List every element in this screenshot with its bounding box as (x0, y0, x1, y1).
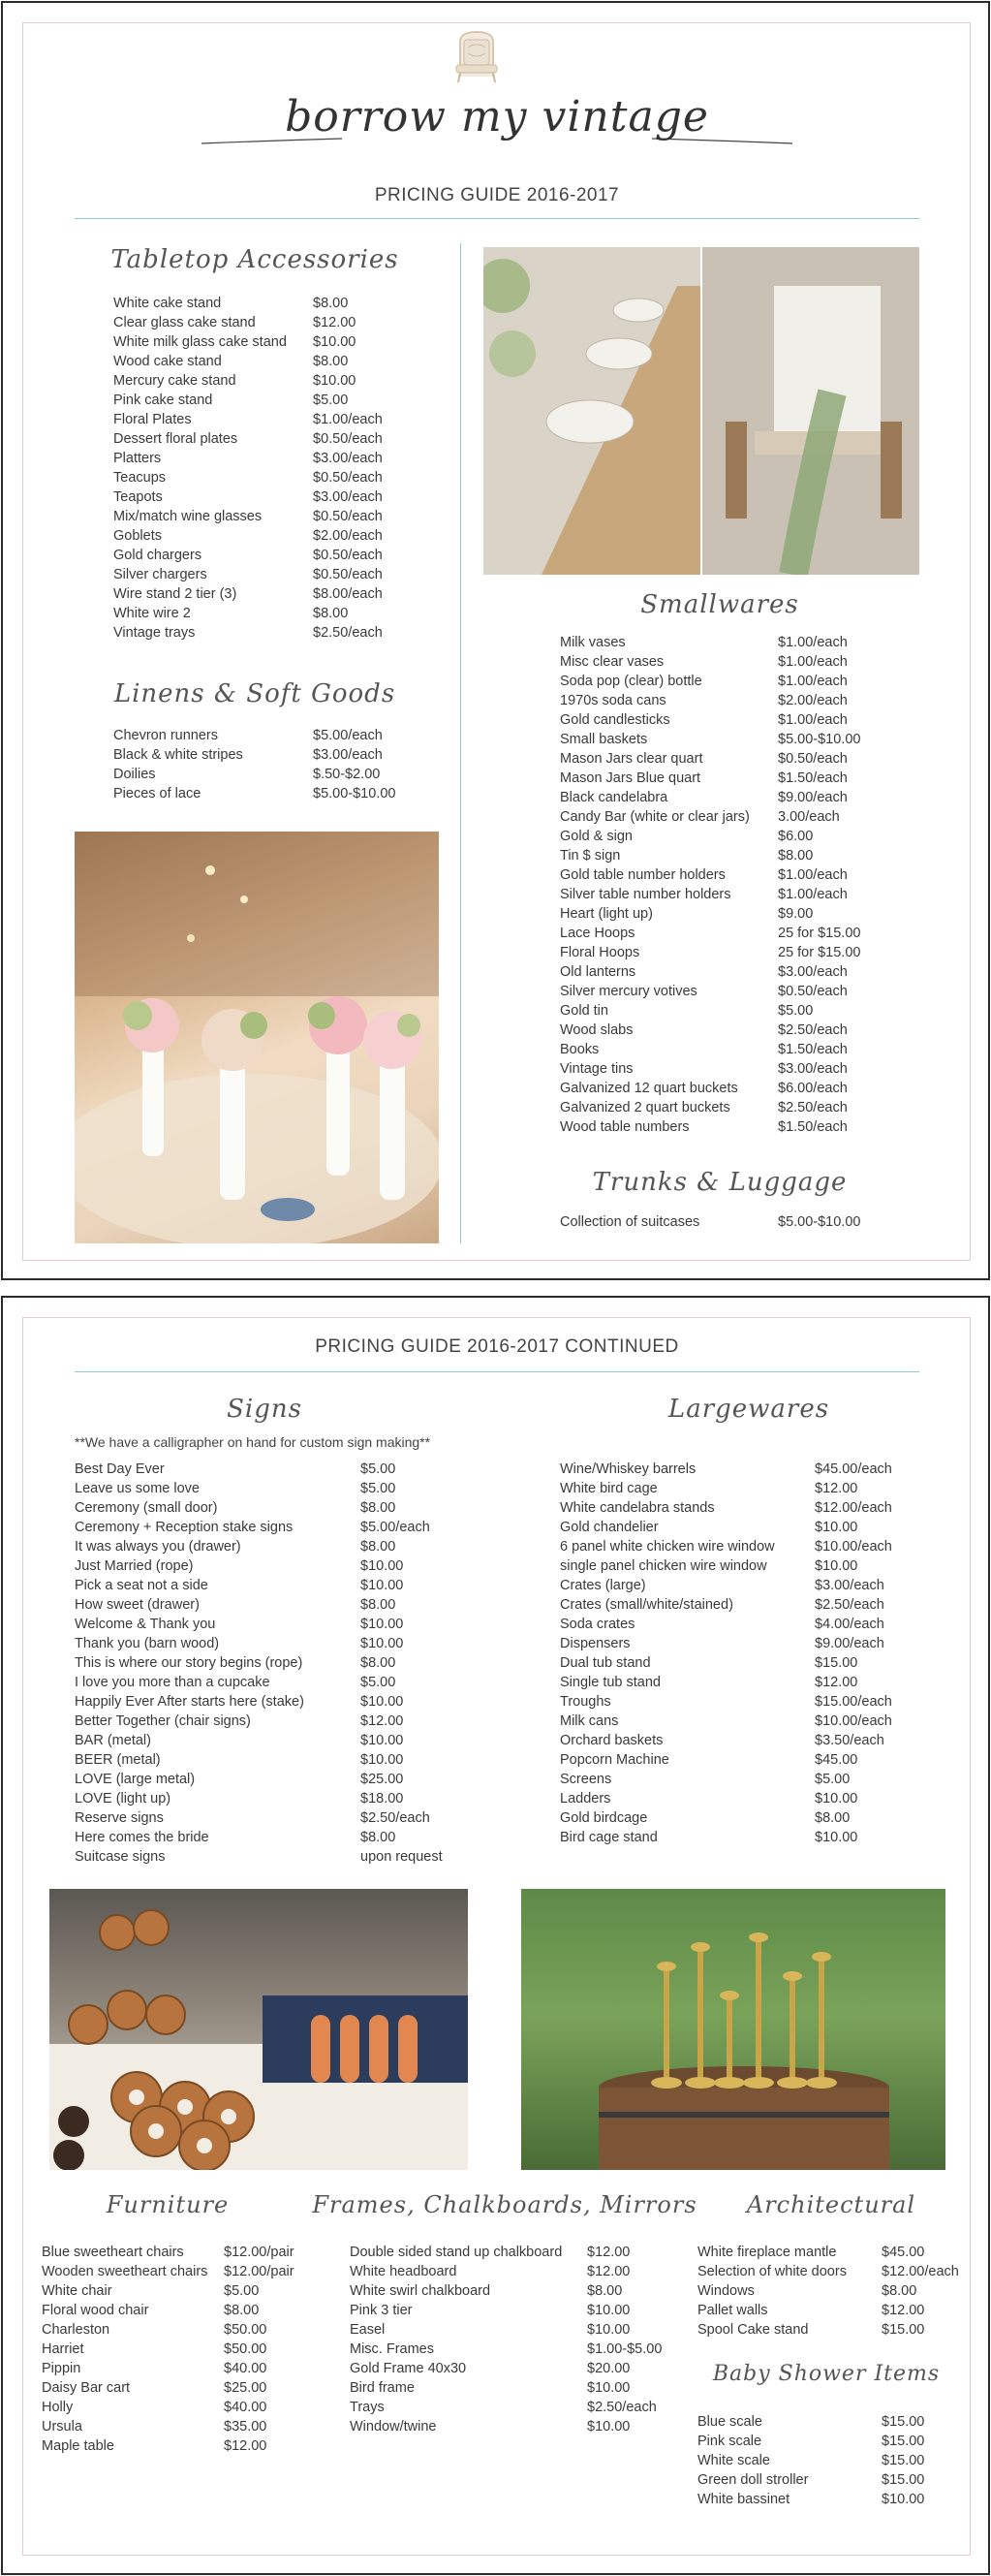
list-item: Silver chargers $0.50/each (113, 567, 383, 582)
list-item: Vintage tins $3.00/each (560, 1061, 848, 1077)
list-item: Pieces of lace $5.00-$10.00 (113, 786, 396, 801)
list-item: I love you more than a cupcake $5.00 (75, 1675, 396, 1690)
list-item: Selection of white doors $12.00/each (697, 2264, 959, 2279)
signs-heading: Signs (227, 1395, 302, 1424)
list-item: Tin $ sign $8.00 (560, 848, 814, 864)
list-item: Double sided stand up chalkboard $12.00 (350, 2245, 631, 2260)
architectural-list (697, 2243, 969, 2340)
list-item: Best Day Ever $5.00 (75, 1461, 396, 1477)
page-2-header-divider (75, 1371, 919, 1372)
list-item: Wooden sweetheart chairs $12.00/pair (42, 2264, 294, 2279)
list-item: Suitcase signs upon request (75, 1849, 443, 1865)
list-item: Chevron runners $5.00/each (113, 728, 383, 743)
list-item: Wood slabs $2.50/each (560, 1022, 848, 1038)
largewares-list (560, 1460, 947, 1847)
trunks-list (560, 1212, 909, 1232)
list-item: This is where our story begins (rope) $8.00 (75, 1655, 396, 1671)
list-item: Thank you (barn wood) $10.00 (75, 1636, 404, 1651)
list-item: Reserve signs $2.50/each (75, 1810, 430, 1826)
trunks-heading: Trunks & Luggage (592, 1168, 848, 1197)
list-item: Popcorn Machine $45.00 (560, 1752, 858, 1768)
largewares-heading: Largewares (667, 1395, 830, 1424)
list-item: Vintage trays $2.50/each (113, 625, 383, 641)
list-item: Wine/Whiskey barrels $45.00/each (560, 1461, 892, 1477)
list-item: BAR (metal) $10.00 (75, 1733, 404, 1748)
list-item: Gold table number holders $1.00/each (560, 867, 848, 883)
list-item: Pink 3 tier $10.00 (350, 2303, 631, 2318)
list-item: Milk cans $10.00/each (560, 1713, 892, 1729)
list-item: Pink scale $15.00 (697, 2434, 925, 2449)
list-item: Spool Cake stand $15.00 (697, 2322, 925, 2338)
list-item: Misc. Frames $1.00-$5.00 (350, 2341, 663, 2357)
list-item: Soda crates $4.00/each (560, 1617, 884, 1632)
list-item: Gold Frame 40x30 $20.00 (350, 2361, 631, 2376)
list-item: Blue scale $15.00 (697, 2414, 925, 2430)
list-item: Pallet walls $12.00 (697, 2303, 925, 2318)
list-item: White swirl chalkboard $8.00 (350, 2283, 623, 2299)
photo-milk-glass-vases (75, 832, 439, 1243)
list-item: Goblets $2.00/each (113, 528, 383, 544)
list-item: Pippin $40.00 (42, 2361, 267, 2376)
list-item: Collection of suitcases $5.00-$10.00 (560, 1214, 861, 1230)
list-item: Single tub stand $12.00 (560, 1675, 858, 1690)
list-item: Old lanterns $3.00/each (560, 964, 848, 980)
smallwares-heading: Smallwares (640, 590, 799, 619)
furniture-heading: Furniture (106, 2191, 230, 2218)
list-item: Gold chargers $0.50/each (113, 548, 383, 563)
list-item: 6 panel white chicken wire window $10.00/each (560, 1539, 892, 1555)
list-item: Harriet $50.00 (42, 2341, 267, 2357)
list-item: Welcome & Thank you $10.00 (75, 1617, 404, 1632)
list-item: Screens $5.00 (560, 1772, 851, 1787)
list-item: Mix/match wine glasses $0.50/each (113, 509, 383, 524)
list-item: Crates (small/white/stained) $2.50/each (560, 1597, 884, 1613)
list-item: Gold chandelier $10.00 (560, 1520, 858, 1535)
list-item: Troughs $15.00/each (560, 1694, 892, 1710)
list-item: Ursula $35.00 (42, 2419, 267, 2435)
list-item: White bassinet $10.00 (697, 2492, 925, 2507)
tabletop-heading: Tabletop Accessories (110, 245, 399, 274)
list-item: BEER (metal) $10.00 (75, 1752, 404, 1768)
list-item: Books $1.50/each (560, 1042, 848, 1057)
list-item: White scale $15.00 (697, 2453, 925, 2468)
list-item: Holly $40.00 (42, 2400, 267, 2415)
list-item: Charleston $50.00 (42, 2322, 267, 2338)
list-item: Gold birdcage $8.00 (560, 1810, 851, 1826)
list-item: Bird frame $10.00 (350, 2380, 631, 2396)
list-item: Gold & sign $6.00 (560, 829, 814, 844)
list-item: Heart (light up) $9.00 (560, 906, 814, 922)
list-item: Silver table number holders $1.00/each (560, 887, 848, 902)
signs-list (75, 1460, 481, 1867)
list-item: White cake stand $8.00 (113, 296, 349, 311)
signs-note: **We have a calligrapher on hand for custom sign making** (75, 1434, 431, 1450)
list-item: Floral Hoops 25 for $15.00 (560, 945, 861, 960)
list-item: Candy Bar (white or clear jars) 3.00/each (560, 809, 840, 825)
list-item: Teacups $0.50/each (113, 470, 383, 486)
list-item: White candelabra stands $12.00/each (560, 1500, 892, 1516)
photo-brass-candlesticks (521, 1889, 945, 2170)
list-item: White fireplace mantle $45.00 (697, 2245, 925, 2260)
baby-shower-list (697, 2412, 969, 2509)
list-item: Misc clear vases $1.00/each (560, 654, 848, 670)
brand-title: borrow my vintage (285, 92, 709, 141)
list-item: Clear glass cake stand $12.00 (113, 315, 356, 330)
list-item: Pick a seat not a side $10.00 (75, 1578, 404, 1593)
list-item: Soda pop (clear) bottle $1.00/each (560, 674, 848, 689)
list-item: Green doll stroller $15.00 (697, 2472, 925, 2488)
list-item: How sweet (drawer) $8.00 (75, 1597, 396, 1613)
architectural-heading: Architectural (746, 2191, 916, 2218)
list-item: Happily Ever After starts here (stake) $10.00 (75, 1694, 404, 1710)
list-item: Platters $3.00/each (113, 451, 383, 466)
list-item: Dispensers $9.00/each (560, 1636, 884, 1651)
list-item: Mason Jars clear quart $0.50/each (560, 751, 848, 767)
list-item: Just Married (rope) $10.00 (75, 1558, 404, 1574)
list-item: Crates (large) $3.00/each (560, 1578, 884, 1593)
list-item: Gold candlesticks $1.00/each (560, 712, 848, 728)
list-item: Leave us some love $5.00 (75, 1481, 396, 1496)
column-divider (460, 243, 461, 1243)
list-item: Galvanized 2 quart buckets $2.50/each (560, 1100, 848, 1115)
list-item: Teapots $3.00/each (113, 489, 383, 505)
list-item: Mason Jars Blue quart $1.50/each (560, 770, 848, 786)
list-item: Window/twine $10.00 (350, 2419, 631, 2435)
list-item: Galvanized 12 quart buckets $6.00/each (560, 1081, 848, 1096)
list-item: 1970s soda cans $2.00/each (560, 693, 848, 708)
list-item: Ceremony (small door) $8.00 (75, 1500, 396, 1516)
smallwares-list (560, 633, 909, 1137)
list-item: Lace Hoops 25 for $15.00 (560, 926, 861, 941)
list-item: LOVE (large metal) $25.00 (75, 1772, 404, 1787)
list-item: White bird cage $12.00 (560, 1481, 858, 1496)
linens-heading: Linens & Soft Goods (113, 679, 396, 708)
list-item: Floral Plates $1.00/each (113, 412, 383, 427)
list-item: Orchard baskets $3.50/each (560, 1733, 884, 1748)
list-item: Blue sweetheart chairs $12.00/pair (42, 2245, 294, 2260)
vintage-chair-icon (447, 28, 507, 84)
list-item: Bird cage stand $10.00 (560, 1830, 858, 1845)
list-item: Black candelabra $9.00/each (560, 790, 848, 805)
page-2-subtitle: PRICING GUIDE 2016-2017 CONTINUED (315, 1336, 679, 1357)
list-item: Doilies $.50-$2.00 (113, 767, 381, 782)
list-item: White wire 2 $8.00 (113, 606, 349, 621)
baby-shower-heading: Baby Shower Items (712, 2362, 941, 2386)
tabletop-list (113, 294, 423, 643)
frames-heading: Frames, Chalkboards, Mirrors (312, 2191, 697, 2218)
list-item: Floral wood chair $8.00 (42, 2303, 260, 2318)
header-divider (75, 218, 919, 219)
list-item: Silver mercury votives $0.50/each (560, 984, 848, 999)
list-item: Mercury cake stand $10.00 (113, 373, 356, 389)
list-item: Pink cake stand $5.00 (113, 393, 349, 408)
list-item: Wood cake stand $8.00 (113, 354, 349, 369)
list-item: Ceremony + Reception stake signs $5.00/each (75, 1520, 430, 1535)
furniture-list (42, 2243, 342, 2456)
list-item: Dessert floral plates $0.50/each (113, 431, 383, 447)
page-2 (1, 1296, 990, 2575)
list-item: Wire stand 2 tier (3) $8.00/each (113, 586, 383, 602)
list-item: Trays $2.50/each (350, 2400, 657, 2415)
list-item: Windows $8.00 (697, 2283, 917, 2299)
list-item: Gold tin $5.00 (560, 1003, 814, 1019)
list-item: Daisy Bar cart $25.00 (42, 2380, 267, 2396)
list-item: Easel $10.00 (350, 2322, 631, 2338)
list-item: single panel chicken wire window $10.00 (560, 1558, 858, 1574)
list-item: White headboard $12.00 (350, 2264, 631, 2279)
list-item: Black & white stripes $3.00/each (113, 747, 383, 763)
photo-reception-tables (483, 247, 919, 575)
list-item: Maple table $12.00 (42, 2438, 267, 2454)
list-item: Wood table numbers $1.50/each (560, 1119, 848, 1135)
list-item: It was always you (drawer) $8.00 (75, 1539, 396, 1555)
photo-donut-dessert-table (49, 1889, 468, 2170)
list-item: Here comes the bride $8.00 (75, 1830, 396, 1845)
list-item: Dual tub stand $15.00 (560, 1655, 858, 1671)
list-item: Ladders $10.00 (560, 1791, 858, 1806)
linens-list (113, 726, 423, 803)
list-item: Milk vases $1.00/each (560, 635, 848, 650)
frames-list (350, 2243, 679, 2436)
list-item: LOVE (light up) $18.00 (75, 1791, 404, 1806)
list-item: White chair $5.00 (42, 2283, 260, 2299)
list-item: Small baskets $5.00-$10.00 (560, 732, 861, 747)
list-item: White milk glass cake stand $10.00 (113, 334, 356, 350)
page-1 (1, 1, 990, 1280)
list-item: Better Together (chair signs) $12.00 (75, 1713, 404, 1729)
page-1-subtitle: PRICING GUIDE 2016-2017 (374, 185, 620, 205)
